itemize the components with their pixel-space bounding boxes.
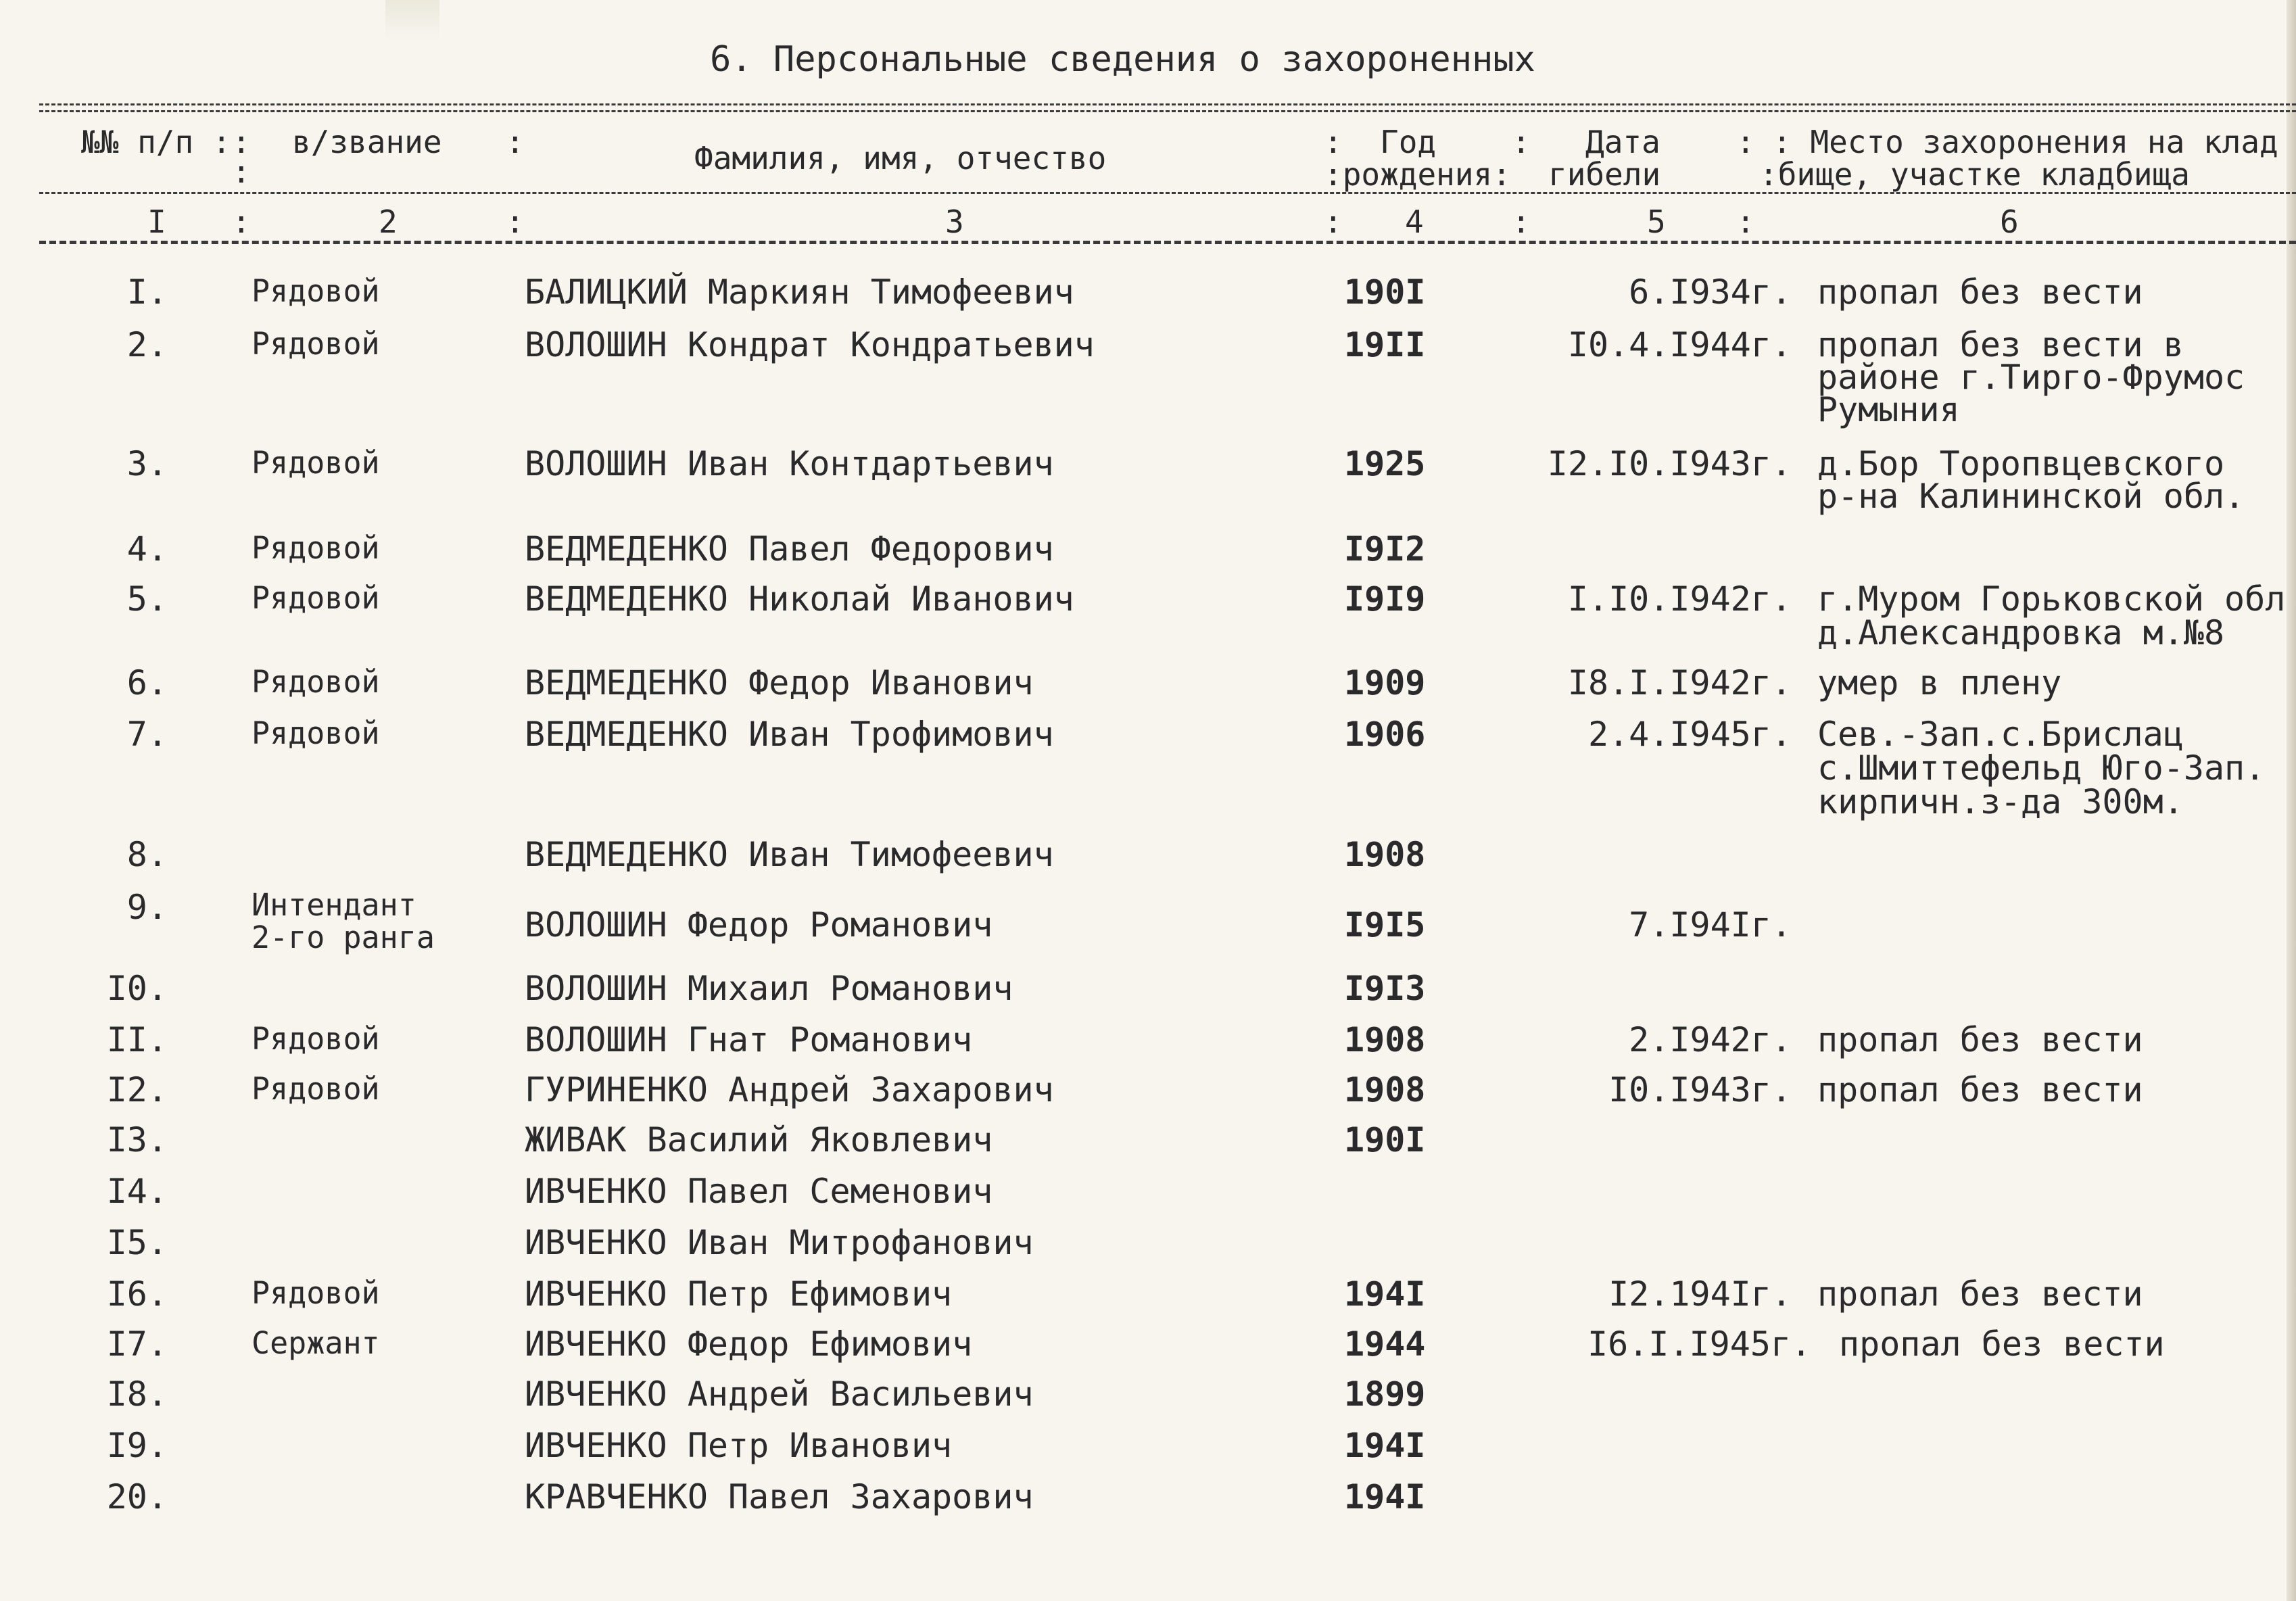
- row-place: р-на Калининской обл.: [1817, 477, 2245, 516]
- row-rank: 2-го ранга: [252, 919, 435, 955]
- row-name: ВОЛОШИН Кондрат Кондратьевич: [525, 325, 1095, 364]
- row-name: ВОЛОШИН Иван Контдартьевич: [525, 444, 1054, 483]
- row-birth-year: I9I9: [1344, 579, 1426, 619]
- row-number: I.: [126, 272, 168, 312]
- row-death-date: 2.I942г.: [1629, 1020, 1792, 1059]
- row-number: I5.: [106, 1223, 168, 1262]
- row-place: Сев.-Зап.с.Брислац: [1817, 715, 2184, 754]
- row-birth-year: I9I5: [1344, 905, 1426, 945]
- row-place: Румыния: [1817, 390, 1960, 429]
- row-name: БАЛИЦКИЙ Маркиян Тимофеевич: [525, 272, 1074, 312]
- colnum-3: 3: [945, 204, 964, 240]
- row-place: районе г.Тирго-Фрумос: [1817, 358, 2245, 397]
- row-rank: Рядовой: [252, 1071, 380, 1107]
- colnum-separator: :: [506, 204, 525, 240]
- header-separator: :: [1512, 124, 1531, 160]
- row-birth-year: I9I2: [1344, 529, 1426, 569]
- header-rule-mid: [39, 192, 2296, 194]
- row-rank: Рядовой: [252, 715, 380, 751]
- header-col5-line2: гибели: [1548, 156, 1661, 193]
- header-col2: в/звание: [292, 124, 442, 160]
- row-number: 7.: [126, 715, 168, 754]
- row-name: ВОЛОШИН Гнат Романович: [525, 1020, 973, 1059]
- row-number: 8.: [126, 835, 168, 874]
- colnum-5: 5: [1647, 204, 1666, 240]
- row-death-date: I2.I0.I943г.: [1547, 444, 1792, 483]
- colnum-2: 2: [379, 204, 398, 240]
- row-number: I6.: [106, 1274, 168, 1314]
- row-birth-year: 190I: [1344, 272, 1426, 312]
- row-number: I4.: [106, 1172, 168, 1211]
- row-death-date: I2.194Iг.: [1608, 1274, 1792, 1314]
- header-col6-line1: : Место захоронения на клад: [1773, 124, 2278, 160]
- row-death-date: 6.I934г.: [1629, 272, 1792, 312]
- row-number: II.: [106, 1020, 168, 1059]
- header-separator: :: [1324, 124, 1343, 160]
- row-death-date: I6.I.I945г.: [1587, 1324, 1812, 1364]
- row-number: 4.: [126, 529, 168, 569]
- colnum-separator: :: [1324, 204, 1343, 240]
- row-death-date: I.I0.I942г.: [1567, 579, 1792, 619]
- paper-fold-mark: [385, 0, 439, 41]
- row-number: 6.: [126, 663, 168, 702]
- row-birth-year: 1944: [1344, 1324, 1426, 1364]
- row-name: ИВЧЕНКО Петр Ефимович: [525, 1274, 953, 1314]
- row-birth-year: 1925: [1344, 444, 1426, 483]
- row-rank: Рядовой: [252, 445, 380, 481]
- row-rank: Интендант: [252, 887, 416, 923]
- row-place: пропал без вести: [1817, 272, 2143, 312]
- row-name: ВОЛОШИН Федор Романович: [525, 905, 993, 945]
- row-death-date: I8.I.I942г.: [1567, 663, 1792, 702]
- row-death-date: 7.I94Iг.: [1629, 905, 1792, 945]
- row-number: I9.: [106, 1426, 168, 1465]
- row-birth-year: 194I: [1344, 1477, 1426, 1516]
- row-death-date: 2.4.I945г.: [1587, 715, 1792, 754]
- header-rule-bottom: [39, 241, 2296, 244]
- row-number: 9.: [126, 888, 168, 927]
- row-birth-year: 194I: [1344, 1274, 1426, 1314]
- header-rule-top-2: [39, 110, 2296, 112]
- row-name: ВЕДМЕДЕНКО Николай Иванович: [525, 579, 1074, 619]
- row-name: ГУРИНЕНКО Андрей Захарович: [525, 1070, 1054, 1109]
- row-birth-year: I9I3: [1344, 969, 1426, 1008]
- row-place: пропал без вести: [1817, 1070, 2143, 1109]
- row-rank: Рядовой: [252, 273, 380, 309]
- row-place: пропал без вести: [1817, 1274, 2143, 1314]
- row-name: ИВЧЕНКО Иван Митрофанович: [525, 1223, 1034, 1262]
- row-birth-year: 1908: [1344, 835, 1426, 874]
- row-name: ВЕДМЕДЕНКО Иван Тимофеевич: [525, 835, 1054, 874]
- row-number: 5.: [126, 579, 168, 619]
- row-death-date: I0.4.I944г.: [1567, 325, 1792, 364]
- row-name: ИВЧЕНКО Андрей Васильевич: [525, 1375, 1034, 1414]
- row-name: ВЕДМЕДЕНКО Павел Федорович: [525, 529, 1054, 569]
- row-place: пропал без вести: [1817, 1020, 2143, 1059]
- row-birth-year: 1908: [1344, 1020, 1426, 1059]
- row-place: г.Муром Горьковской обл: [1817, 579, 2286, 619]
- row-name: ИВЧЕНКО Павел Семенович: [525, 1172, 993, 1211]
- row-birth-year: 190I: [1344, 1120, 1426, 1160]
- row-rank: Рядовой: [252, 664, 380, 700]
- header-col1: №№ п/п :: [81, 124, 231, 160]
- row-death-date: I0.I943г.: [1608, 1070, 1792, 1109]
- colnum-6: 6: [2000, 204, 2019, 240]
- header-separator: :: [506, 124, 525, 160]
- row-birth-year: 194I: [1344, 1426, 1426, 1465]
- colnum-4: 4: [1405, 204, 1424, 240]
- row-birth-year: 19II: [1344, 325, 1426, 364]
- row-birth-year: 1909: [1344, 663, 1426, 702]
- colnum-separator: :: [1736, 204, 1755, 240]
- header-separator: :: [232, 153, 251, 190]
- row-number: I3.: [106, 1120, 168, 1160]
- row-number: I2.: [106, 1070, 168, 1109]
- row-rank: Рядовой: [252, 1275, 380, 1311]
- header-rule-top: [39, 103, 2296, 105]
- row-rank: Рядовой: [252, 530, 380, 566]
- row-name: КРАВЧЕНКО Павел Захарович: [525, 1477, 1034, 1516]
- row-place: д.Бор Торопвцевского: [1817, 444, 2225, 483]
- row-number: I8.: [106, 1375, 168, 1414]
- colnum-separator: :: [1512, 204, 1531, 240]
- row-name: ИВЧЕНКО Петр Иванович: [525, 1426, 953, 1465]
- header-col5-line1: Дата: [1585, 124, 1660, 160]
- row-name: ИВЧЕНКО Федор Ефимович: [525, 1324, 973, 1364]
- page-title: 6. Персональные сведения о захороненных: [710, 39, 1535, 80]
- header-separator: :: [232, 124, 251, 160]
- row-name: ВОЛОШИН Михаил Романович: [525, 969, 1013, 1008]
- row-name: ВЕДМЕДЕНКО Федор Иванович: [525, 663, 1034, 702]
- row-number: 2.: [126, 325, 168, 364]
- row-birth-year: 1908: [1344, 1070, 1426, 1109]
- row-birth-year: 1899: [1344, 1375, 1426, 1414]
- row-number: 20.: [106, 1477, 168, 1516]
- row-rank: Сержант: [252, 1325, 380, 1361]
- header-separator: :: [1736, 124, 1755, 160]
- row-rank: Рядовой: [252, 326, 380, 362]
- row-place: кирпичн.з-да 300м.: [1817, 782, 2184, 821]
- row-number: I7.: [106, 1324, 168, 1364]
- row-rank: Рядовой: [252, 1021, 380, 1057]
- row-place: с.Шмиттефельд Юго-Зап.: [1817, 748, 2266, 788]
- header-col4-line2: :рождения:: [1324, 156, 1511, 193]
- row-number: 3.: [126, 444, 168, 483]
- row-place: д.Александровка м.№8: [1817, 613, 2225, 652]
- header-col3: Фамилия, имя, отчество: [694, 140, 1107, 176]
- row-place: пропал без вести в: [1817, 325, 2184, 364]
- row-number: I0.: [106, 969, 168, 1008]
- row-rank: Рядовой: [252, 580, 380, 616]
- colnum-1: I: [147, 204, 166, 240]
- colnum-separator: :: [232, 204, 251, 240]
- row-birth-year: 1906: [1344, 715, 1426, 754]
- row-name: ВЕДМЕДЕНКО Иван Трофимович: [525, 715, 1054, 754]
- row-place: пропал без вести: [1839, 1324, 2165, 1364]
- row-name: ЖИВАК Василий Яковлевич: [525, 1120, 993, 1160]
- row-place: умер в плену: [1817, 663, 2062, 702]
- header-col6-line2: :бище, участке кладбища: [1759, 156, 2190, 193]
- header-col4-line1: Год: [1380, 124, 1437, 160]
